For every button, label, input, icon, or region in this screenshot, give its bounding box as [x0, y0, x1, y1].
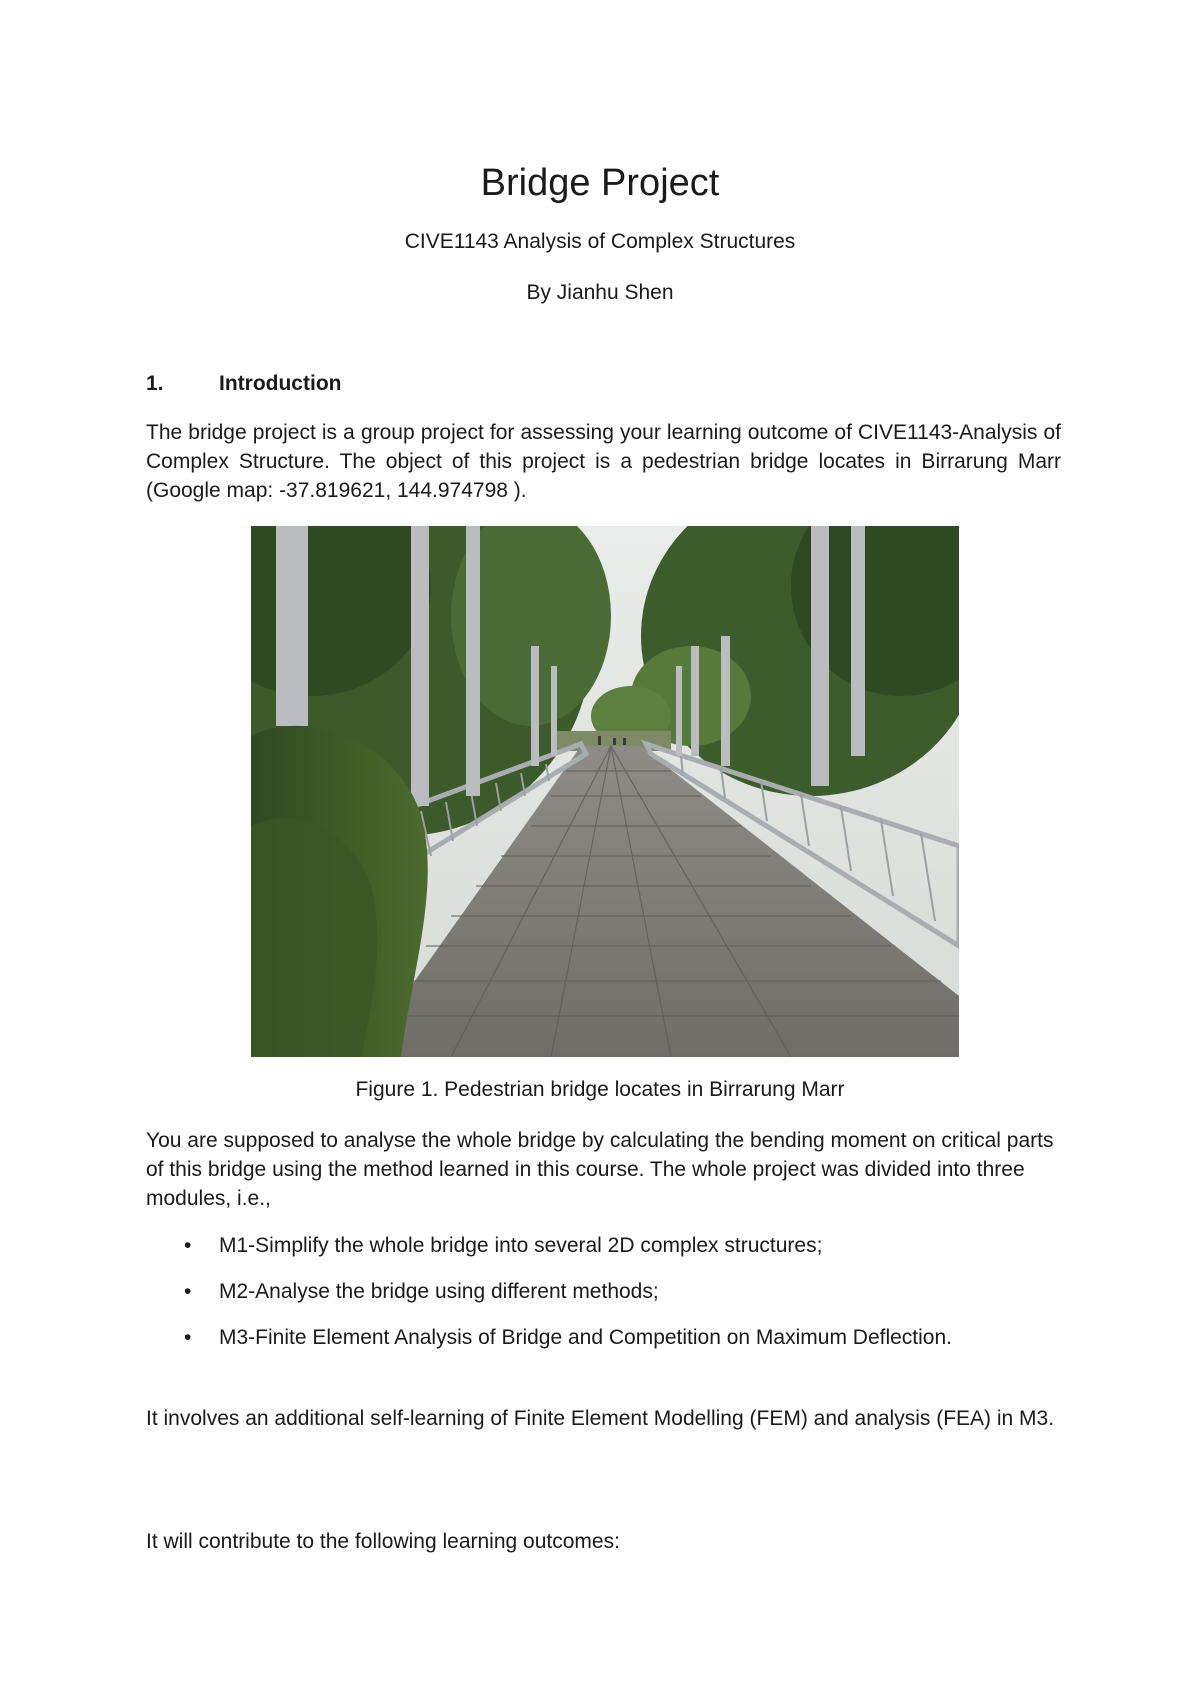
list-item	[146, 1277, 1061, 1306]
document-title: Bridge Project	[480, 162, 720, 204]
module-text: M1-Simplify the whole bridge into several 2D complex structures;	[219, 1234, 823, 1257]
author-line: By Jianhu Shen	[526, 281, 674, 304]
bridge-photo	[251, 526, 959, 1057]
list-item	[146, 1231, 1061, 1260]
module-text: M2-Analyse the bridge using different methods;	[219, 1280, 659, 1303]
section-title: Introduction	[219, 372, 342, 395]
bullet-icon: •	[184, 1234, 192, 1257]
course-subtitle: CIVE1143 Analysis of Complex Structures	[404, 230, 796, 253]
outcomes-intro: It will contribute to the following learning outcomes:	[146, 1530, 620, 1553]
section-heading	[146, 372, 341, 396]
module-text: M3-Finite Element Analysis of Bridge and Competition on Maximum Deflection.	[219, 1326, 952, 1349]
figure-caption: Figure 1. Pedestrian bridge locates in Birrarung Marr	[355, 1078, 845, 1101]
fem-paragraph: It involves an additional self-learning of Finite Element Modelling (FEM) and analysis (FEA) in M3.	[146, 1407, 1055, 1430]
bullet-icon: •	[184, 1280, 192, 1303]
intro-paragraph: The bridge project is a group project for assessing your learning outcome of CIVE1143-Analysis of Complex Structure. The object of this project is a pedestrian bridge locates in Birrarung Marr (Google map: -37.819621, 144.974798 ).	[146, 421, 1061, 502]
section-number: 1.	[146, 372, 164, 395]
list-item	[146, 1323, 1061, 1352]
bullet-icon: •	[184, 1326, 192, 1349]
module-list	[146, 1231, 1061, 1369]
analysis-paragraph: You are supposed to analyse the whole bridge by calculating the bending moment on critical parts of this bridge using the method learned in this course. The whole project was divided into three modules, i.e.,	[146, 1129, 1054, 1210]
